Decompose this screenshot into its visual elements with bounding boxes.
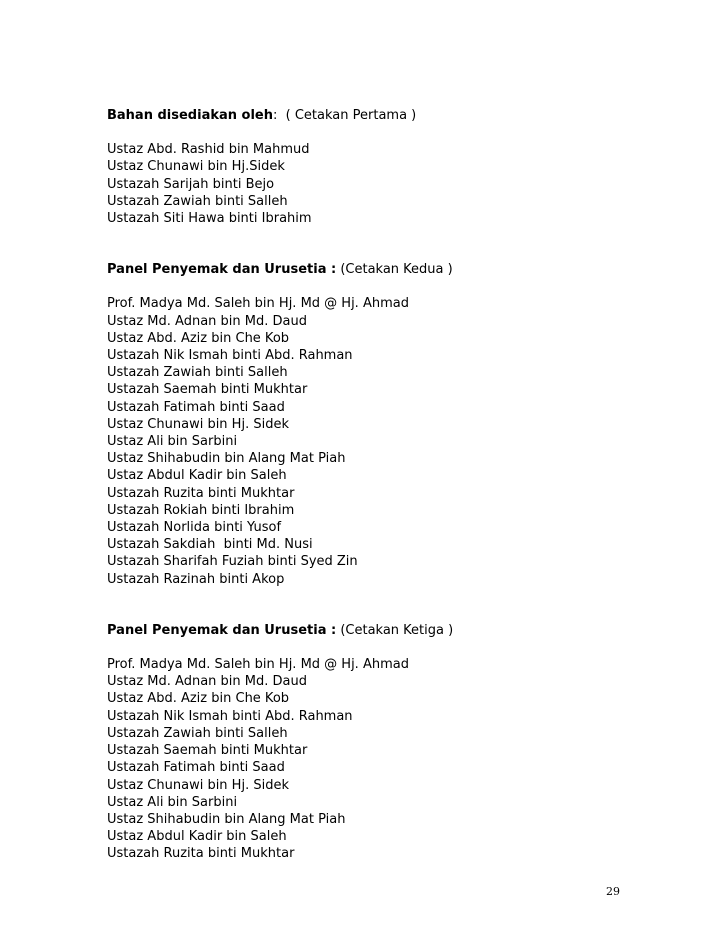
list-item: Ustazah Fatimah binti Saad	[107, 760, 285, 776]
list-item: Ustaz Abd. Rashid bin Mahmud	[107, 142, 310, 158]
list-item: Ustazah Rokiah binti Ibrahim	[107, 502, 295, 518]
list-item: Ustaz Chunawi bin Hj. Sidek	[107, 777, 289, 793]
list-item: Ustazah Saemah binti Mukhtar	[107, 743, 308, 759]
list-item: Ustaz Shihabudin bin Alang Mat Piah	[107, 451, 346, 467]
list-item: Ustaz Abd. Aziz bin Che Kob	[107, 330, 290, 346]
list-item: Ustazah Nik Ismah binti Abd. Rahman	[107, 348, 353, 364]
page-number: 29	[606, 885, 620, 898]
contributor-list	[107, 656, 667, 862]
list-item: Ustaz Md. Adnan bin Md. Daud	[107, 313, 307, 329]
list-item: Ustazah Norlida binti Yusof	[107, 520, 282, 536]
list-item: Ustaz Chunawi bin Hj.Sidek	[107, 159, 285, 175]
list-item: Ustaz Abd. Aziz bin Che Kob	[107, 691, 290, 707]
list-item: Ustazah Sharifah Fuziah binti Syed Zin	[107, 554, 358, 570]
list-item: Ustazah Zawiah binti Salleh	[107, 365, 288, 381]
list-item: Ustaz Chunawi bin Hj. Sidek	[107, 416, 289, 432]
section-cetakan-kedua	[107, 261, 667, 588]
list-item: Ustaz Abdul Kadir bin Saleh	[107, 829, 287, 845]
list-item: Ustazah Ruzita binti Mukhtar	[107, 485, 295, 501]
list-item: Ustazah Ruzita binti Mukhtar	[107, 846, 295, 862]
list-item: Ustaz Ali bin Sarbini	[107, 794, 238, 810]
list-item: Ustazah Saemah binti Mukhtar	[107, 382, 308, 398]
list-item: Ustaz Shihabudin bin Alang Mat Piah	[107, 811, 346, 827]
page-content	[107, 107, 667, 863]
list-item: Ustaz Md. Adnan bin Md. Daud	[107, 674, 307, 690]
section-heading	[107, 107, 667, 124]
section-heading-label: Bahan disediakan oleh	[107, 108, 273, 123]
list-item: Ustaz Ali bin Sarbini	[107, 434, 238, 450]
section-cetakan-pertama	[107, 107, 667, 227]
list-item: Ustazah Zawiah binti Salleh	[107, 725, 288, 741]
list-item: Ustazah Nik Ismah binti Abd. Rahman	[107, 708, 353, 724]
section-heading-label: Panel Penyemak dan Urusetia :	[107, 622, 337, 638]
list-item: Prof. Madya Md. Saleh bin Hj. Md @ Hj. Ahmad	[107, 296, 409, 312]
list-item: Prof. Madya Md. Saleh bin Hj. Md @ Hj. Ahmad	[107, 657, 409, 673]
section-heading-edition: (Cetakan Ketiga )	[336, 622, 454, 638]
list-item: Ustazah Siti Hawa binti Ibrahim	[107, 211, 312, 227]
list-item: Ustaz Abdul Kadir bin Saleh	[107, 468, 287, 484]
contributor-list	[107, 295, 667, 587]
contributor-list	[107, 141, 667, 227]
section-heading	[107, 622, 667, 639]
list-item: Ustazah Sarijah binti Bejo	[107, 176, 275, 192]
section-cetakan-ketiga	[107, 622, 667, 863]
list-item: Ustazah Razinah binti Akop	[107, 571, 285, 587]
section-heading-label: Panel Penyemak dan Urusetia :	[107, 262, 337, 278]
list-item: Ustazah Zawiah binti Salleh	[107, 193, 288, 209]
list-item: Ustazah Sakdiah binti Md. Nusi	[107, 537, 313, 553]
section-heading-edition: (Cetakan Kedua )	[336, 262, 453, 278]
list-item: Ustazah Fatimah binti Saad	[107, 399, 285, 415]
section-heading-edition: : ( Cetakan Pertama )	[273, 108, 417, 123]
section-heading	[107, 261, 667, 278]
